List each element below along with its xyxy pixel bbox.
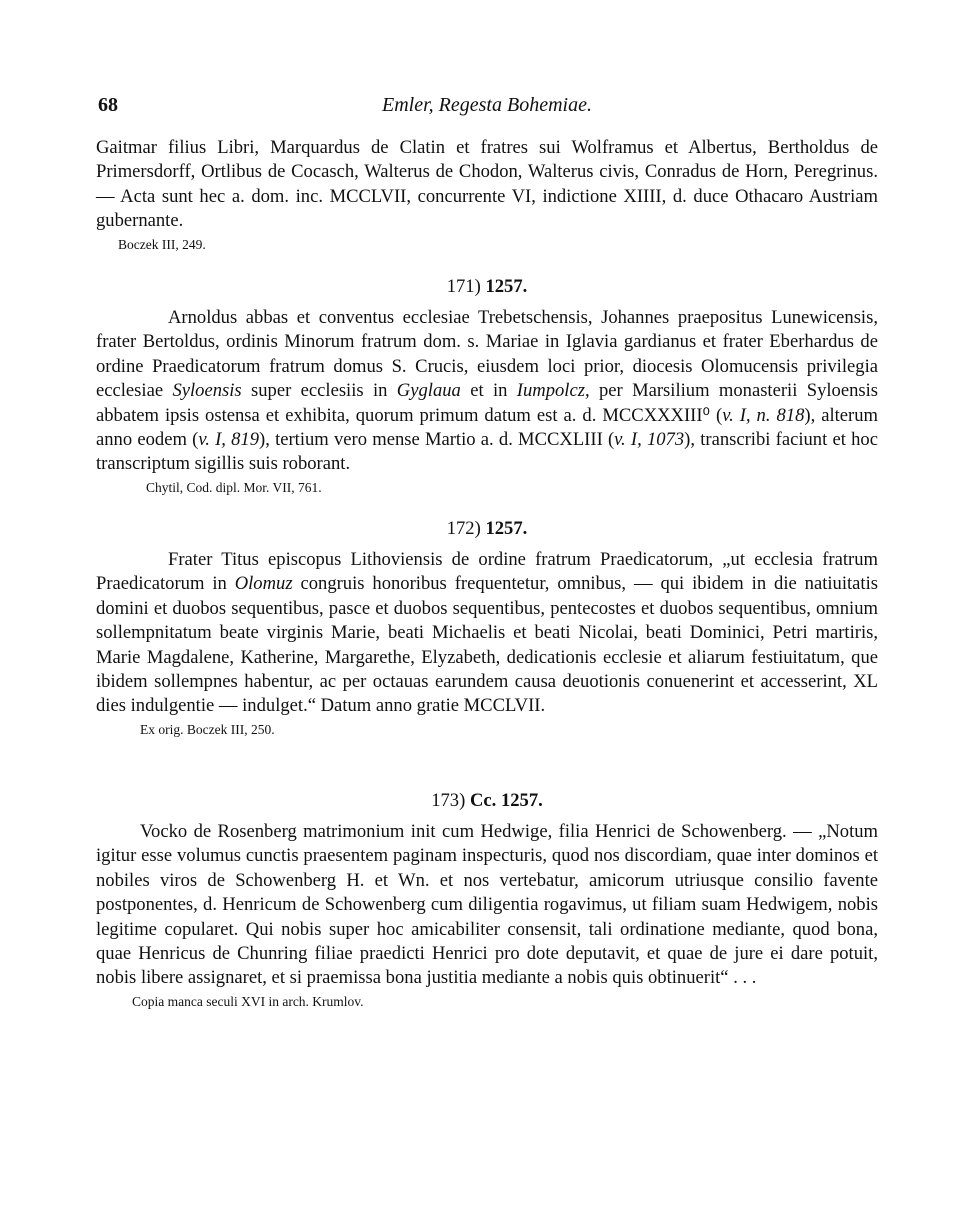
- regest-text: Arnoldus abbas et conventus ecclesiae Trebetschensis, Johannes praepositus Lunewicensis, frater Bertoldus, ordinis Minorum fratrum dom. s. Mariae in Iglavia gardianus et frater Eberhardus de ordine Praedicatorum fratrum domus S. Crucis, eiusdem loci prior, diocesis Olomucensis privilegia ecclesiae Syloensis super ecclesiis in Gyglaua et in Iumpolcz, per Marsilium monasterii Syloensis abbatem ipsis ostensa et exhibita, quorum primum datum est a. d. MCCXXXIII⁰ (v. I, n. 818), alterum anno eodem (v. I, 819), tertium vero mense Martio a. d. MCCXLIII (v. I, 1073), transcribi faciunt et hoc transcriptum sigillis suis roborant.: [96, 307, 879, 475]
- running-head: Emler, Regesta Bohemiae.: [382, 94, 592, 116]
- regest-year: 1257.: [485, 276, 528, 297]
- regest-body: [96, 820, 878, 1011]
- regest-body: [96, 306, 878, 497]
- volume-reference: v. I, 819: [198, 429, 260, 451]
- page-number: 68: [98, 94, 118, 116]
- regest-text: Vocko de Rosenberg matrimonium init cum Hedwige, filia Henrici de Schowenberg. — „Notum igitur esse volumus cunctis praesentem paginam inspecturis, quod nos discordiam, quae inter dominos et nobiles viros de Schowenberg H. et Wn. et nos vertebatur, amicorum utriusque consilio favente postponentes, d. Henricum de Schowenberg cum diligentia rogavimus, ut filiam suam Hedwigem, nobis legitime copularet. Qui nobis super hoc amicabiliter consensit, tali ordinatione mediante, quod bona, quae Henricus de Chunring filiae praedicti Henrici pro dote deputavit, et quae de jure ei dare potuit, nobis libere assignaret, et si praemissa bona justitia mediante a nobis quis obtinuerit“ . . .: [96, 821, 878, 989]
- regest-source: Ex orig. Boczek III, 250.: [140, 721, 275, 737]
- regest-text: Frater Titus episcopus Lithoviensis de ordine fratrum Praedicatorum, „ut ecclesia fratrum Praedicatorum in Olomuz congruis honoribus frequentetur, omnibus, — qui ibidem in die natiuitatis domini et duobos sequentibus, pasce et duobos sequentibus, pentecostes et duobos sequentibus, omnium sollempnitatum beate virginis Marie, beati Michaelis et beati Nicolai, beati Dominici, Petri martiris, Marie Magdalene, Katherine, Margarethe, Elyzabeth, dedicationis ecclesie et aliarum festiuitatum, que ibidem sollempnes habentur, ac per octauas earundem causa deuotionis conuenerint et accesserint, XL dies indulgentie — indulget.“ Datum anno gratie MCCLVII.: [96, 549, 878, 717]
- volume-reference: v. I, 1073: [614, 429, 685, 451]
- continuation-text: Gaitmar filius Libri, Marquardus de Clatin et fratres sui Wolframus et Albertus, Bertholdus de Primersdorff, Ortlibus de Cocasch, Walterus de Chodon, Walterus civis, Conradus de Horn, Peregrinus. — Acta sunt hec a. dom. inc. MCCLVII, concurrente VI, indictione XIIII, d. duce Othacaro Austriam gubernante.: [96, 137, 878, 232]
- regest-number: 172): [446, 518, 481, 539]
- place-name: Iumpolcz: [516, 380, 585, 402]
- regest-heading: [96, 518, 878, 540]
- place-name: Olomuz: [234, 573, 293, 595]
- regest-heading: [96, 790, 878, 812]
- page-header: [98, 94, 876, 124]
- regest-year: 1257.: [485, 518, 528, 539]
- place-name: Gyglaua: [396, 380, 461, 402]
- volume-reference: v. I, n. 818: [722, 404, 805, 426]
- regest-source: Copia manca seculi XVI in arch. Krumlov.: [132, 993, 364, 1009]
- regest-body: [96, 548, 878, 739]
- place-name: Syloensis: [172, 380, 242, 402]
- regest-year: 1257.: [500, 790, 543, 811]
- regest-prefix: Cc.: [469, 790, 497, 811]
- regest-171: [96, 276, 878, 497]
- continuation-block: [96, 136, 878, 254]
- continuation-source: Boczek III, 249.: [118, 236, 206, 252]
- regest-172: [96, 518, 878, 739]
- regest-number: 173): [431, 790, 466, 811]
- regest-number: 171): [446, 276, 481, 297]
- regest-173: [96, 790, 878, 1011]
- regest-heading: [96, 276, 878, 298]
- regest-source: Chytil, Cod. dipl. Mor. VII, 761.: [146, 479, 322, 495]
